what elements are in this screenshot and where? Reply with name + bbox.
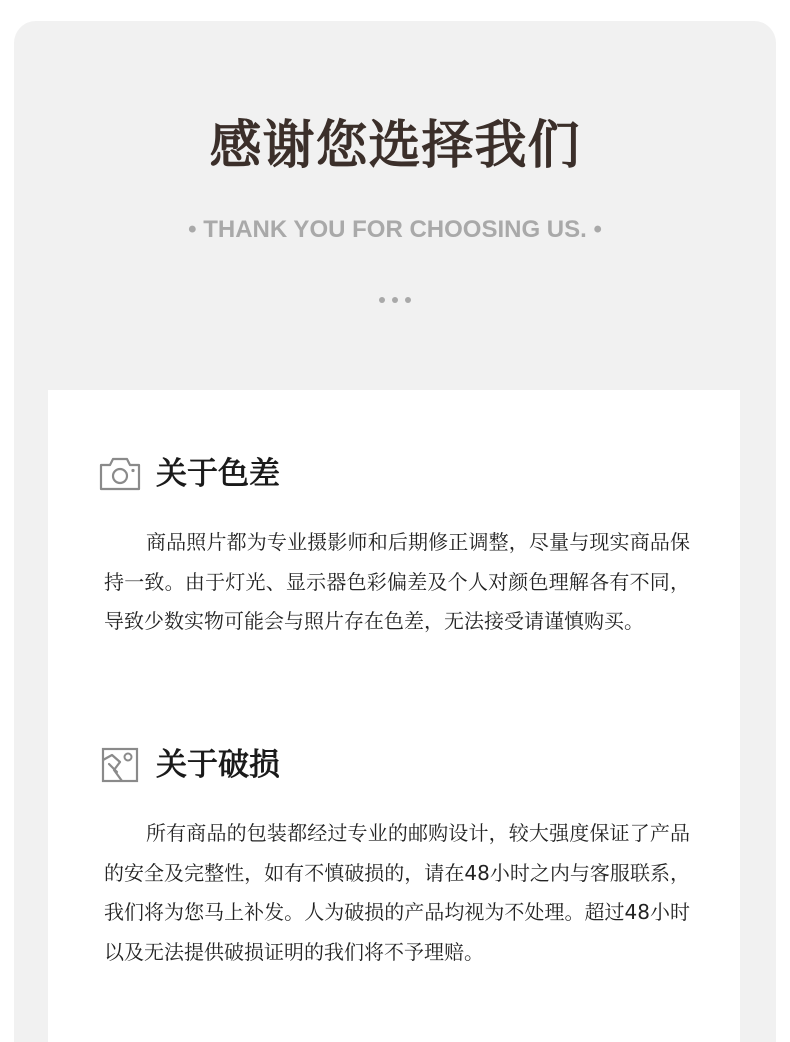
page-title: 感谢您选择我们 <box>209 116 581 176</box>
damaged-package-icon <box>98 745 142 785</box>
section-heading: 关于色差 <box>156 456 280 492</box>
divider-dot <box>379 297 385 303</box>
section-heading: 关于破损 <box>156 747 280 783</box>
ellipsis-divider <box>379 297 411 303</box>
section-body: 商品照片都为专业摄影师和后期修正调整，尽量与现实商品保持一致。由于灯光、显示器色彩偏差及个人对颜色理解各有不同，导致少数实物可能会与照片存在色差，无法接受请谨慎购买。 <box>104 530 690 633</box>
page-subtitle: • THANK YOU FOR CHOOSING US. • <box>188 216 602 243</box>
divider-dot <box>392 297 398 303</box>
section-damage-header <box>98 743 280 787</box>
camera-icon <box>98 454 142 494</box>
section-body: 所有商品的包装都经过专业的邮购设计，较大强度保证了产品的安全及完整性，如有不慎破损的，请在48小时之内与客服联系，我们将为您马上补发。人为破损的产品均视为不处理。超过48小时以及无法提供破损证明的我们将不予理赔。 <box>104 821 690 964</box>
divider-dot <box>405 297 411 303</box>
section-color-difference-header <box>98 452 280 496</box>
